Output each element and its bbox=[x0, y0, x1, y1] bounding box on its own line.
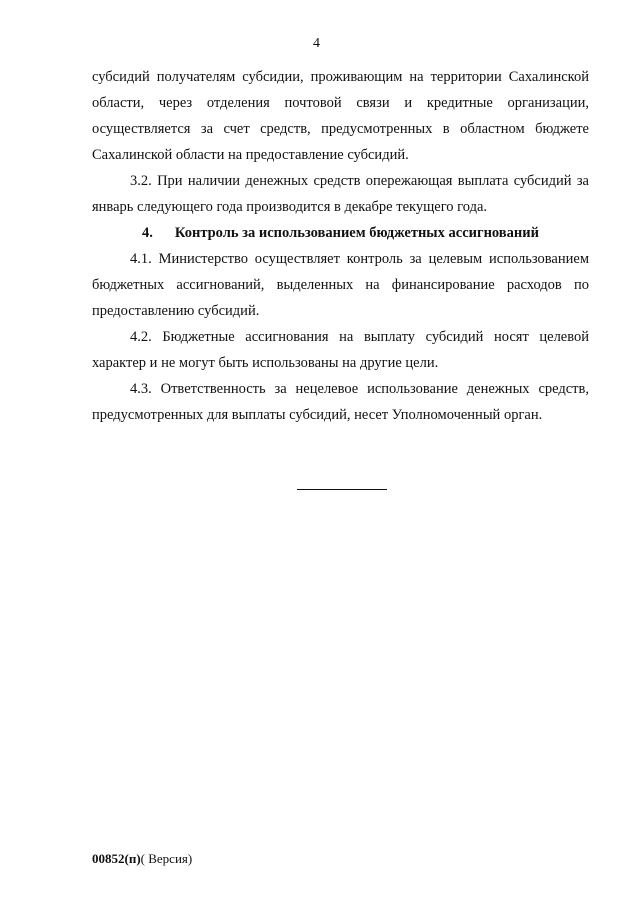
document-version: ( Версия) bbox=[140, 851, 193, 866]
document-code: 00852(п) bbox=[92, 851, 141, 866]
page-number: 4 bbox=[313, 36, 320, 51]
paragraph-4-3: 4.3. Ответственность за нецелевое использование денежных средств, предусмотренных для выплаты субсидий, несет Уполномоченный орган. bbox=[92, 381, 589, 423]
paragraph-4-1: 4.1. Министерство осуществляет контроль за целевым использованием бюджетных ассигнований, выделенных на финансирование расходов по предоставлению субсидий. bbox=[92, 251, 589, 319]
section-4-heading bbox=[92, 220, 589, 246]
section-title: Контроль за использованием бюджетных ассигнований bbox=[174, 225, 539, 241]
section-number: 4. bbox=[142, 225, 153, 241]
document-body bbox=[92, 64, 589, 428]
paragraph-3-2: 3.2. При наличии денежных средств опережающая выплата субсидий за январь следующего года производится в декабре текущего года. bbox=[92, 173, 589, 215]
end-separator-line bbox=[297, 489, 387, 490]
paragraph-continuation: субсидий получателям субсидии, проживающим на территории Сахалинской области, через отделения почтовой связи и кредитные организации, осуществляется за счет средств, предусмотренных в областном бюджете Сахалинской области на предоставление субсидий. bbox=[92, 69, 589, 163]
paragraph-4-2: 4.2. Бюджетные ассигнования на выплату субсидий носят целевой характер и не могут быть использованы на другие цели. bbox=[92, 329, 589, 371]
document-footer bbox=[92, 851, 192, 867]
